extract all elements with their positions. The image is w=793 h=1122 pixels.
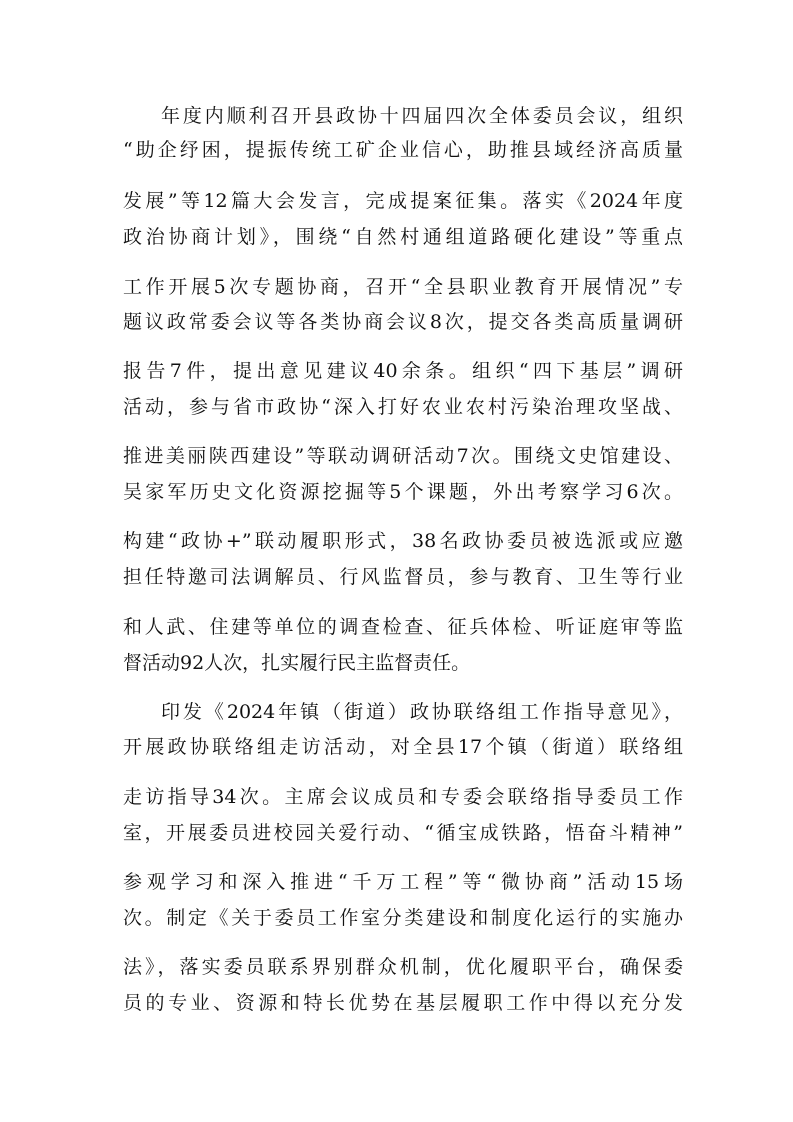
text-line: 推进美丽陕西建设”等联动调研活动7次。围绕文史馆建设、 [123, 445, 683, 467]
text-line: 吴家军历史文化资源挖掘等5个课题，外出考察学习6次。 [123, 481, 683, 503]
text-line: 和人武、住建等单位的调查检查、征兵体检、听证庭审等监 [123, 616, 683, 638]
text-line: 年度内顺利召开县政协十四届四次全体委员会议，组织 [161, 105, 683, 127]
text-line: “助企纾困，提振传统工矿企业信心，助推县域经济高质量 [123, 139, 683, 161]
text-line: 构建“政协+”联动履职形式，38名政协委员被选派或应邀 [123, 530, 683, 552]
text-line: 次。制定《关于委员工作室分类建设和制度化运行的实施办 [123, 907, 683, 929]
text-line: 员的专业、资源和特长优势在基层履职工作中得以充分发 [123, 992, 683, 1014]
text-line: 印发《2024年镇（街道）政协联络组工作指导意见》， [161, 701, 683, 723]
text-line: 参观学习和深入推进“千万工程”等“微协商”活动15场 [123, 871, 683, 893]
text-line: 政治协商计划》，围绕“自然村通组道路硬化建设”等重点 [123, 226, 683, 248]
text-line: 工作开展5次专题协商，召开“全县职业教育开展情况”专 [123, 276, 683, 298]
text-line: 担任特邀司法调解员、行风监督员，参与教育、卫生等行业 [123, 566, 683, 588]
text-line: 走访指导34次。主席会议成员和专委会联络指导委员工作 [123, 786, 683, 808]
text-line: 室，开展委员进校园关爱行动、“循宝成铁路，悟奋斗精神” [123, 822, 683, 844]
text-line: 法》，落实委员联系界别群众机制，优化履职平台，确保委 [123, 956, 683, 978]
text-line: 开展政协联络组走访活动，对全县17个镇（街道）联络组 [123, 736, 683, 758]
text-line: 督活动92人次，扎实履行民主监督责任。 [123, 652, 471, 674]
text-line: 发展”等12篇大会发言，完成提案征集。落实《2024年度 [123, 190, 683, 212]
text-line: 报告7件，提出意见建议40余条。组织“四下基层”调研 [123, 360, 683, 382]
text-line: 题议政常委会议等各类协商会议8次，提交各类高质量调研 [123, 311, 683, 333]
text-line: 活动，参与省市政协“深入打好农业农村污染治理攻坚战、 [123, 396, 683, 418]
